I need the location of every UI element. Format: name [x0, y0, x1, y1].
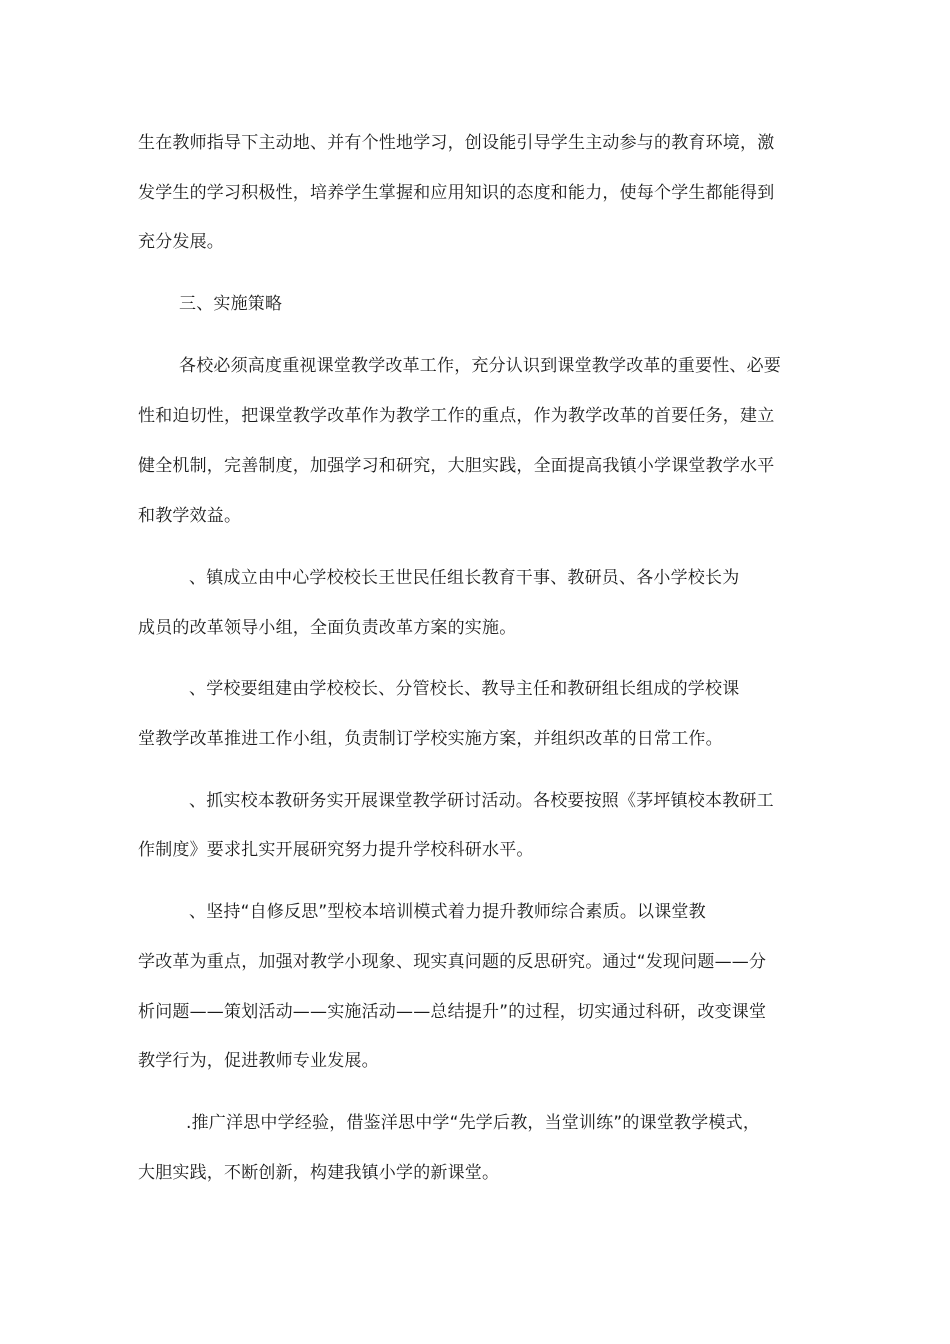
item-2-line-1: 、学校要组建由学校校长、分管校长、教导主任和教研组长组成的学校课 — [189, 679, 740, 699]
paragraph-1-line-3: 充分发展。 — [138, 232, 224, 252]
paragraph-2-line-4: 和教学效益。 — [138, 506, 242, 526]
paragraph-2-line-1: 各校必须高度重视课堂教学改革工作，充分认识到课堂教学改革的重要性、必要 — [179, 356, 781, 376]
item-4-line-3: 析问题——策划活动——实施活动——总结提升”的过程，切实通过科研，改变课堂 — [138, 1002, 767, 1022]
item-5-line-2: 大胆实践，不断创新，构建我镇小学的新课堂。 — [138, 1163, 500, 1183]
item-2-line-2: 堂教学改革推进工作小组，负责制订学校实施方案，并组织改革的日常工作。 — [138, 729, 723, 749]
item-1-line-1: 、镇成立由中心学校校长王世民任组长教育干事、教研员、各小学校长为 — [189, 568, 740, 588]
item-4-line-4: 教学行为，促进教师专业发展。 — [138, 1051, 379, 1071]
paragraph-1-line-1: 生在教师指导下主动地、并有个性地学习，创设能引导学生主动参与的教育环境，激 — [138, 133, 775, 153]
item-3-line-2: 作制度》要求扎实开展研究努力提升学校科研水平。 — [138, 840, 534, 860]
paragraph-2-line-2: 性和迫切性，把课堂教学改革作为教学工作的重点，作为教学改革的首要任务，建立 — [138, 406, 775, 426]
section-heading: 三、实施策略 — [179, 294, 283, 314]
item-3-line-1: 、抓实校本教研务实开展课堂教学研讨活动。各校要按照《茅坪镇校本教研工 — [189, 791, 774, 811]
item-5-line-1: .推广洋思中学经验，借鉴洋思中学“先学后教，当堂训练”的课堂教学模式， — [186, 1113, 761, 1133]
item-4-line-1: 、坚持“自修反思”型校本培训模式着力提升教师综合素质。以课堂教 — [189, 902, 706, 922]
paragraph-1-line-2: 发学生的学习积极性，培养学生掌握和应用知识的态度和能力，使每个学生都能得到 — [138, 183, 775, 203]
item-1-line-2: 成员的改革领导小组，全面负责改革方案的实施。 — [138, 618, 517, 638]
item-4-line-2: 学改革为重点，加强对教学小现象、现实真问题的反思研究。通过“发现问题——分 — [138, 952, 767, 972]
paragraph-2-line-3: 健全机制，完善制度，加强学习和研究，大胆实践，全面提高我镇小学课堂教学水平 — [138, 456, 775, 476]
